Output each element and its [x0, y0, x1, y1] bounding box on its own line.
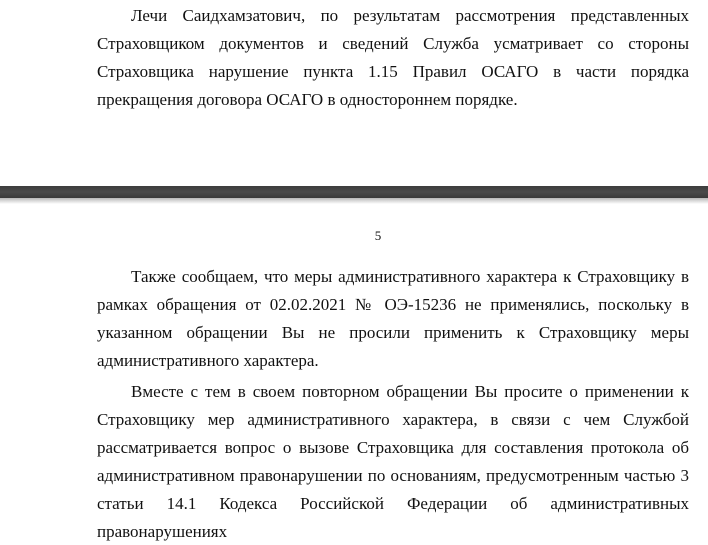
page-text — [97, 2, 689, 114]
page-number: 5 — [374, 228, 382, 243]
paragraph: Также сообщаем, что меры административного характера к Страховщику в рамках обращения от 02.02.2021 № ОЭ-15236 не применялись, поскольку в указанном обращении Вы не просили применить к Страховщику меры административного характера. — [97, 267, 689, 370]
paragraph: Вместе с тем в своем повторном обращении Вы просите о применении к Страховщику мер административного характера, в связи с чем Службой рассматривается вопрос о вызове Страховщика для составления протокола об административном правонарушении по основаниям, предусмотренным частью 3 статьи 14.1 Кодекса Российской Федерации об административных правонарушениях — [97, 382, 689, 541]
page-separator-shadow — [0, 198, 708, 204]
document-page-5 — [0, 198, 708, 545]
page-separator — [0, 186, 708, 198]
document-page-4 — [0, 0, 708, 186]
paragraph: Лечи Саидхамзатович, по результатам рассмотрения представленных Страховщиком документов и сведений Служба усматривает со стороны Страховщика нарушение пункта 1.15 Правил ОСАГО в части порядка прекращения договора ОСАГО в одностороннем порядке. — [97, 6, 689, 109]
page-text — [97, 263, 689, 545]
